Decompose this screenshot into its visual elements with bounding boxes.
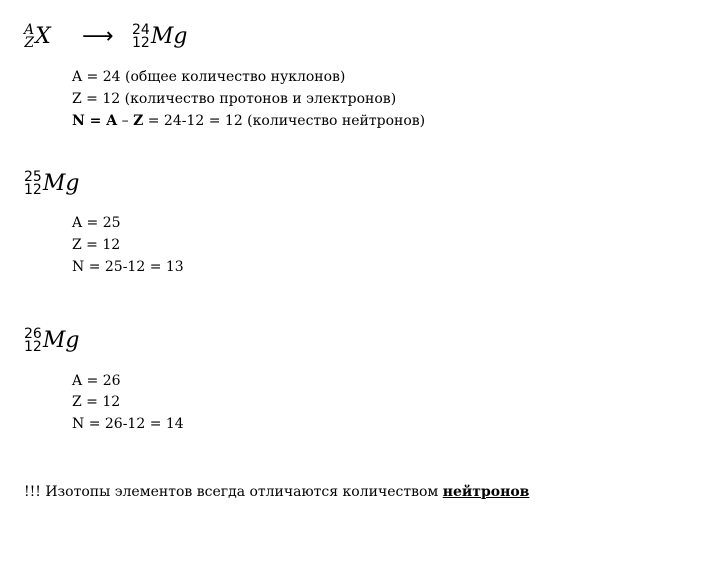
generic-mass-number: A bbox=[24, 22, 35, 38]
isotope-note-text: !!! Изотопы элементов всегда отличаются количеством bbox=[24, 484, 443, 500]
isotope-note bbox=[24, 483, 529, 501]
generic-atomic-number: Z bbox=[24, 35, 35, 51]
minus-sign: – bbox=[117, 113, 134, 129]
mg24-element-symbol: Mg bbox=[150, 24, 188, 49]
mg24-scripts bbox=[132, 24, 150, 50]
mg26-mass-line: A = 26 bbox=[72, 373, 121, 389]
neutron-calculation: = 24-12 = 12 (количество нейтронов) bbox=[143, 113, 426, 129]
mg25-atomic-number: 12 bbox=[24, 182, 42, 198]
mg26-nuclide bbox=[24, 328, 79, 354]
mg25-mass-number: 25 bbox=[24, 169, 42, 185]
mg25-mass-line: A = 25 bbox=[72, 215, 121, 231]
isotope-note-emphasis: нейтронов bbox=[442, 484, 530, 500]
mg25-neutrons-line: N = 25-12 = 13 bbox=[72, 259, 184, 275]
mass-symbol: A bbox=[106, 113, 118, 129]
mg24-mass-number: 24 bbox=[132, 22, 150, 38]
mg24-nuclide bbox=[132, 24, 187, 50]
charge-symbol: Z bbox=[133, 113, 144, 129]
neutron-symbol: N bbox=[72, 113, 85, 129]
mg26-mass-number: 26 bbox=[24, 326, 42, 342]
generic-element-symbol: X bbox=[35, 24, 51, 49]
mg26-atomic-number: 12 bbox=[24, 339, 42, 355]
mg26-protons-line: Z = 12 bbox=[72, 394, 121, 410]
generic-nuclide-scripts bbox=[24, 24, 34, 50]
mg24-protons-line: Z = 12 (количество протонов и электронов) bbox=[72, 91, 397, 107]
mg25-nuclide bbox=[24, 171, 79, 197]
mg26-element-symbol: Mg bbox=[42, 328, 80, 353]
mg25-scripts bbox=[24, 171, 42, 197]
mg24-mass-line: A = 24 (общее количество нуклонов) bbox=[72, 69, 346, 85]
mg26-neutrons-line: N = 26-12 = 14 bbox=[72, 416, 184, 432]
mg25-element-symbol: Mg bbox=[42, 171, 80, 196]
mg25-protons-line: Z = 12 bbox=[72, 237, 121, 253]
reaction-arrow: ⟶ bbox=[82, 24, 114, 49]
mg24-neutrons-line bbox=[72, 112, 425, 130]
generic-nuclide bbox=[24, 24, 51, 50]
equals-sign: = bbox=[84, 113, 107, 129]
mg24-atomic-number: 12 bbox=[132, 35, 150, 51]
mg26-scripts bbox=[24, 328, 42, 354]
